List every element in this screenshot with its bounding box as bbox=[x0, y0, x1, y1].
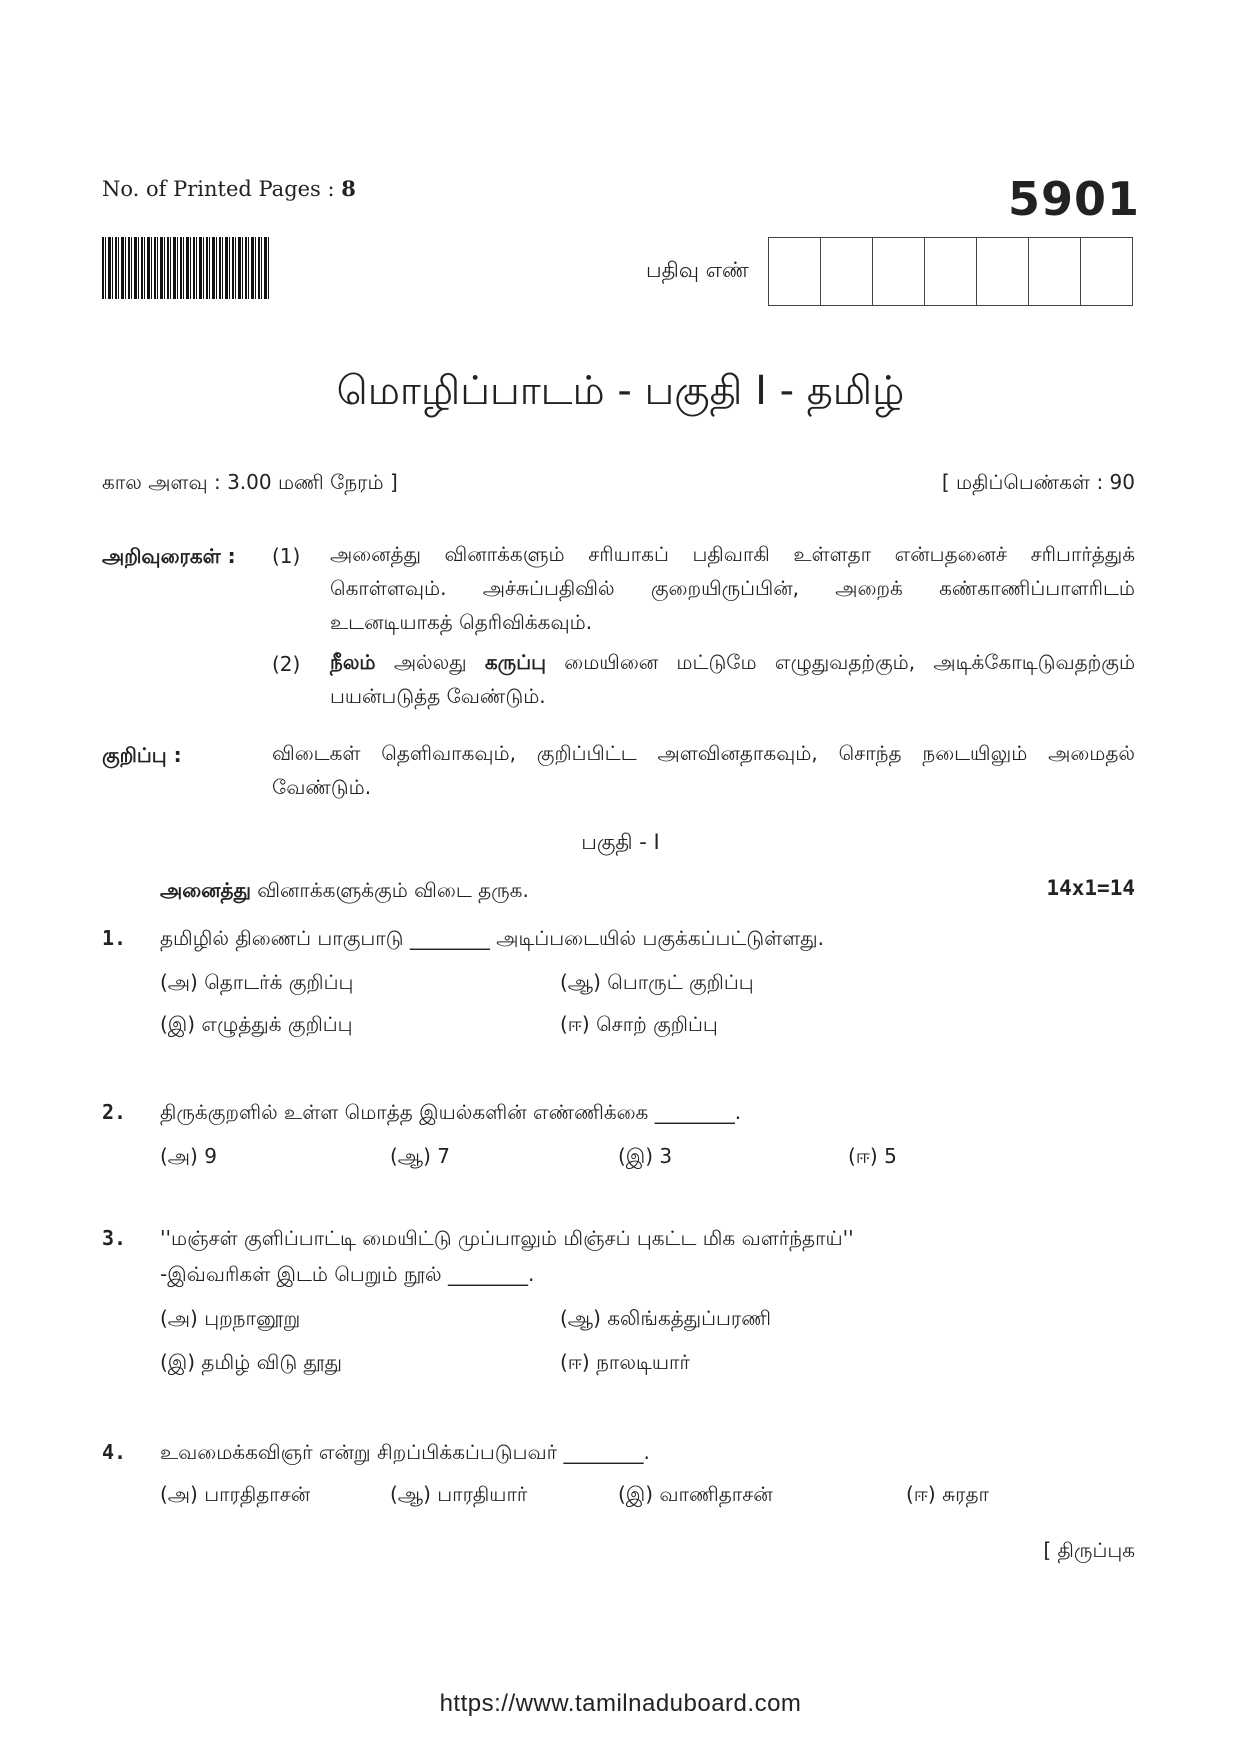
section-instruction-bold: அனைத்து bbox=[160, 878, 251, 902]
instruction-number: (1) bbox=[272, 544, 301, 568]
printed-pages bbox=[102, 176, 356, 201]
ink-blue: நீலம் bbox=[330, 650, 376, 674]
instructions-heading: அறிவுரைகள் : bbox=[102, 544, 236, 568]
question-text: ''மஞ்சள் குளிப்பாட்டி மையிட்டு முப்பாலும் மிஞ்சப் புகட்ட மிக வளர்ந்தாய்'' bbox=[160, 1226, 854, 1250]
printed-pages-value: 8 bbox=[341, 176, 356, 201]
option: (இ) தமிழ் விடு தூது bbox=[160, 1350, 342, 1374]
option: (அ) பாரதிதாசன் bbox=[160, 1482, 311, 1506]
option: (ஈ) சொற் குறிப்பு bbox=[560, 1012, 718, 1036]
footer-url[interactable]: https://www.tamilnaduboard.com bbox=[439, 1690, 802, 1717]
barcode-icon bbox=[102, 237, 270, 299]
register-box[interactable] bbox=[977, 238, 1029, 305]
register-box[interactable] bbox=[873, 238, 925, 305]
option: (ஈ) 5 bbox=[848, 1144, 897, 1168]
option: (ஆ) பொருட் குறிப்பு bbox=[560, 970, 754, 994]
option: (ஈ) சுரதா bbox=[906, 1482, 989, 1506]
section-marks: 14x1=14 bbox=[1046, 876, 1135, 900]
maximum-marks: [ மதிப்பெண்கள் : 90 bbox=[941, 470, 1135, 494]
time-allowed: கால அளவு : 3.00 மணி நேரம் ] bbox=[102, 470, 398, 494]
note-heading: குறிப்பு : bbox=[102, 743, 182, 767]
note-text: விடைகள் தெளிவாகவும், குறிப்பிட்ட அளவினதாகவும், சொந்த நடையிலும் அமைதல் வேண்டும். bbox=[272, 741, 1135, 799]
question-text: உவமைக்கவிஞர் என்று சிறப்பிக்கப்படுபவர் ________. bbox=[160, 1440, 650, 1464]
paper-code: 5901 bbox=[1008, 172, 1141, 226]
register-number-label: பதிவு எண் bbox=[646, 258, 749, 282]
option: (அ) தொடர்க் குறிப்பு bbox=[160, 970, 354, 994]
question-text-line2: -இவ்வரிகள் இடம் பெறும் நூல் ________. bbox=[160, 1262, 535, 1286]
register-box[interactable] bbox=[769, 238, 821, 305]
option: (ஈ) நாலடியார் bbox=[560, 1350, 690, 1374]
instruction-1: அனைத்து வினாக்களும் சரியாகப் பதிவாகி உள்ளதா என்பதனைச் சரிபார்த்துக் கொள்ளவும். அச்சுப்பதிவில் குறையிருப்பின், அறைக் கண்காணிப்பாளரிடம் உடனடியாகத் தெரிவிக்கவும். bbox=[330, 542, 1135, 634]
ink-black: கருப்பு bbox=[484, 650, 546, 674]
option: (இ) 3 bbox=[618, 1144, 673, 1168]
or-text: அல்லது bbox=[393, 650, 467, 674]
register-number-boxes bbox=[768, 237, 1133, 306]
option: (ஆ) கலிங்கத்துப்பரணி bbox=[560, 1306, 771, 1330]
register-box[interactable] bbox=[1029, 238, 1081, 305]
question-number: 1. bbox=[102, 926, 127, 950]
section-title: பகுதி - I bbox=[581, 830, 660, 854]
please-turn-over: [ திருப்புக bbox=[1043, 1538, 1135, 1562]
option: (அ) புறநானூறு bbox=[160, 1306, 301, 1330]
option: (அ) 9 bbox=[160, 1144, 217, 1168]
paper-title: மொழிப்பாடம் - பகுதி I - தமிழ் bbox=[336, 368, 905, 414]
register-box[interactable] bbox=[821, 238, 873, 305]
option: (இ) வாணிதாசன் bbox=[618, 1482, 773, 1506]
question-number: 2. bbox=[102, 1100, 127, 1124]
printed-pages-label: No. of Printed Pages : bbox=[102, 177, 335, 201]
register-box[interactable] bbox=[1081, 238, 1132, 305]
option: (இ) எழுத்துக் குறிப்பு bbox=[160, 1012, 353, 1036]
instruction-number: (2) bbox=[272, 652, 301, 676]
register-box[interactable] bbox=[925, 238, 977, 305]
question-number: 3. bbox=[102, 1226, 127, 1250]
option: (ஆ) பாரதியார் bbox=[390, 1482, 528, 1506]
option: (ஆ) 7 bbox=[390, 1144, 450, 1168]
question-number: 4. bbox=[102, 1440, 127, 1464]
question-text: தமிழில் திணைப் பாகுபாடு ________ அடிப்படையில் பகுக்கப்பட்டுள்ளது. bbox=[160, 926, 824, 950]
instruction-2 bbox=[330, 645, 1135, 713]
instruction-2-text: மையினை மட்டுமே எழுதுவதற்கும், அடிக்கோடிடுவதற்கும் பயன்படுத்த வேண்டும். bbox=[330, 650, 1136, 708]
question-text: திருக்குறளில் உள்ள மொத்த இயல்களின் எண்ணிக்கை ________. bbox=[160, 1100, 742, 1124]
section-instruction-text: வினாக்களுக்கும் விடை தருக. bbox=[257, 878, 529, 902]
section-instruction bbox=[160, 878, 529, 905]
